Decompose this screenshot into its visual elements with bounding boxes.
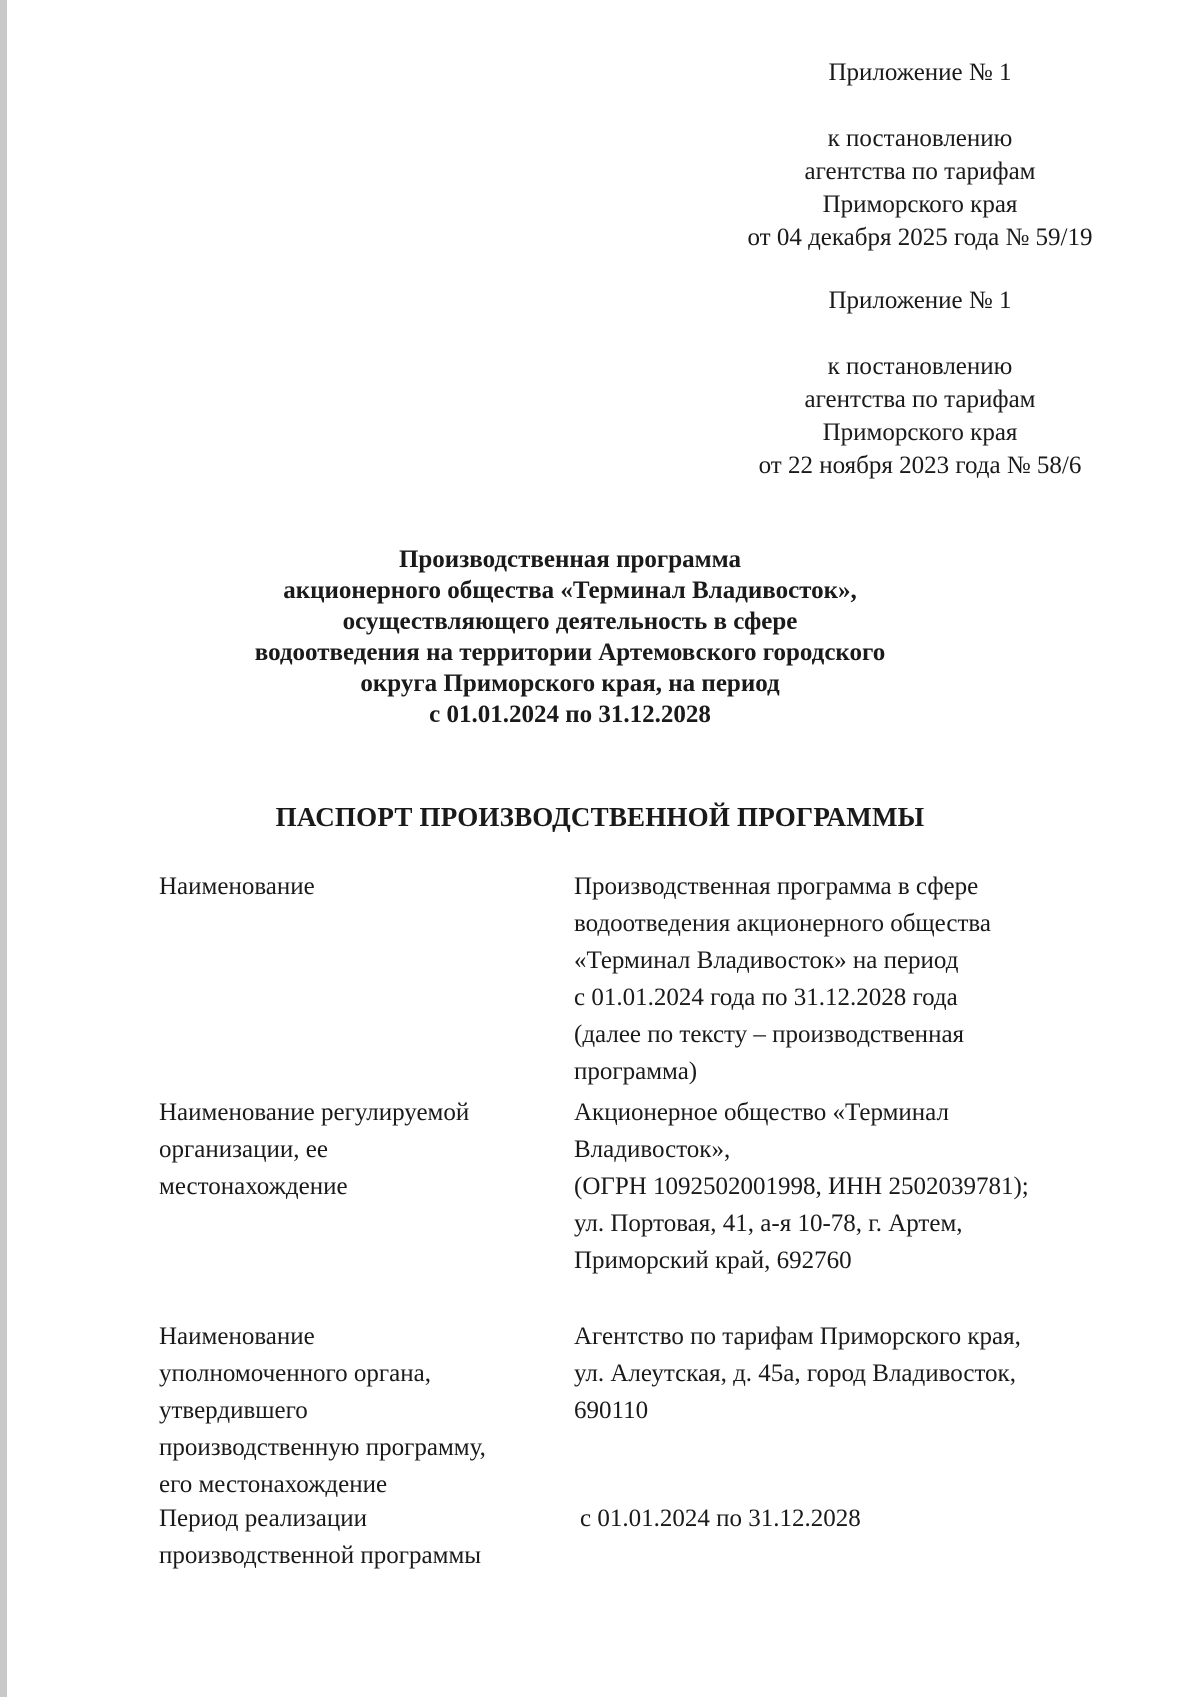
annex-line: Приморского края (822, 191, 1018, 218)
passport-row-authority (159, 1318, 1099, 1503)
label-line: организации, ее (159, 1136, 328, 1163)
annex-number: Приложение № 1 (828, 287, 1012, 314)
document-title (190, 544, 950, 730)
label-line: Наименование (159, 873, 315, 900)
annex-current (700, 56, 1140, 254)
row-value (574, 1094, 1099, 1279)
passport-row-organization (159, 1094, 1099, 1279)
label-line: производственную программу, (159, 1434, 486, 1461)
annex-line: Приморского края (822, 419, 1018, 446)
label-line: Наименование регулируемой (159, 1099, 470, 1126)
row-value (574, 868, 1099, 1090)
value-line: (ОГРН 1092502001998, ИНН 2502039781); (574, 1173, 1029, 1200)
scan-edge (0, 0, 7, 1697)
row-value (574, 1500, 1099, 1574)
title-line: акционерного общества «Терминал Владивосток», (283, 577, 857, 604)
label-line: его местонахождение (159, 1471, 388, 1498)
row-label (159, 1094, 574, 1279)
passport-row-period (159, 1500, 1099, 1574)
value-line: Приморский край, 692760 (574, 1247, 852, 1274)
value-line: Производственная программа в сфере (574, 873, 979, 900)
label-line: Наименование (159, 1323, 315, 1350)
title-line: Производственная программа (398, 546, 742, 573)
label-line: уполномоченного органа, (159, 1360, 431, 1387)
value-line: с 01.01.2024 года по 31.12.2028 года (574, 984, 958, 1011)
value-line: программа) (574, 1058, 698, 1085)
annex-previous (700, 284, 1140, 482)
value-line: 690110 (574, 1397, 649, 1424)
row-label (159, 1500, 574, 1574)
value-line: «Терминал Владивосток» на период (574, 947, 959, 974)
label-line: производственной программы (159, 1542, 482, 1569)
title-line: с 01.01.2024 по 31.12.2028 (429, 701, 711, 728)
value-line: с 01.01.2024 по 31.12.2028 (580, 1505, 861, 1532)
title-line: округа Приморского края, на период (360, 670, 780, 697)
title-line: осуществляющего деятельность в сфере (342, 608, 798, 635)
annex-date-line: от 04 декабря 2025 года № 59/19 (747, 224, 1093, 251)
annex-number: Приложение № 1 (828, 59, 1012, 86)
annex-line: агентства по тарифам (804, 158, 1036, 185)
value-line: Агентство по тарифам Приморского края, (574, 1323, 1021, 1350)
value-line: Владивосток», (574, 1136, 731, 1163)
row-label (159, 868, 574, 1090)
value-line: ул. Портовая, 41, а-я 10-78, г. Артем, (574, 1210, 963, 1237)
value-line: ул. Алеутская, д. 45а, город Владивосток, (574, 1360, 1016, 1387)
value-line: (далее по тексту – производственная (574, 1021, 965, 1048)
value-line: водоотведения акционерного общества (574, 910, 991, 937)
row-value (574, 1318, 1099, 1503)
label-line: местонахождение (159, 1173, 348, 1200)
passport-heading: ПАСПОРТ ПРОИЗВОДСТВЕННОЙ ПРОГРАММЫ (275, 802, 925, 832)
row-label (159, 1318, 574, 1503)
annex-line: к постановлению (827, 353, 1013, 380)
value-line: Акционерное общество «Терминал (574, 1099, 949, 1126)
annex-date-line: от 22 ноября 2023 года № 58/6 (758, 452, 1082, 479)
label-line: утвердившего (159, 1397, 308, 1424)
title-line: водоотведения на территории Артемовского городского (254, 639, 886, 666)
annex-line: агентства по тарифам (804, 386, 1036, 413)
label-line: Период реализации (159, 1505, 367, 1532)
passport-row-name (159, 868, 1099, 1090)
annex-line: к постановлению (827, 125, 1013, 152)
